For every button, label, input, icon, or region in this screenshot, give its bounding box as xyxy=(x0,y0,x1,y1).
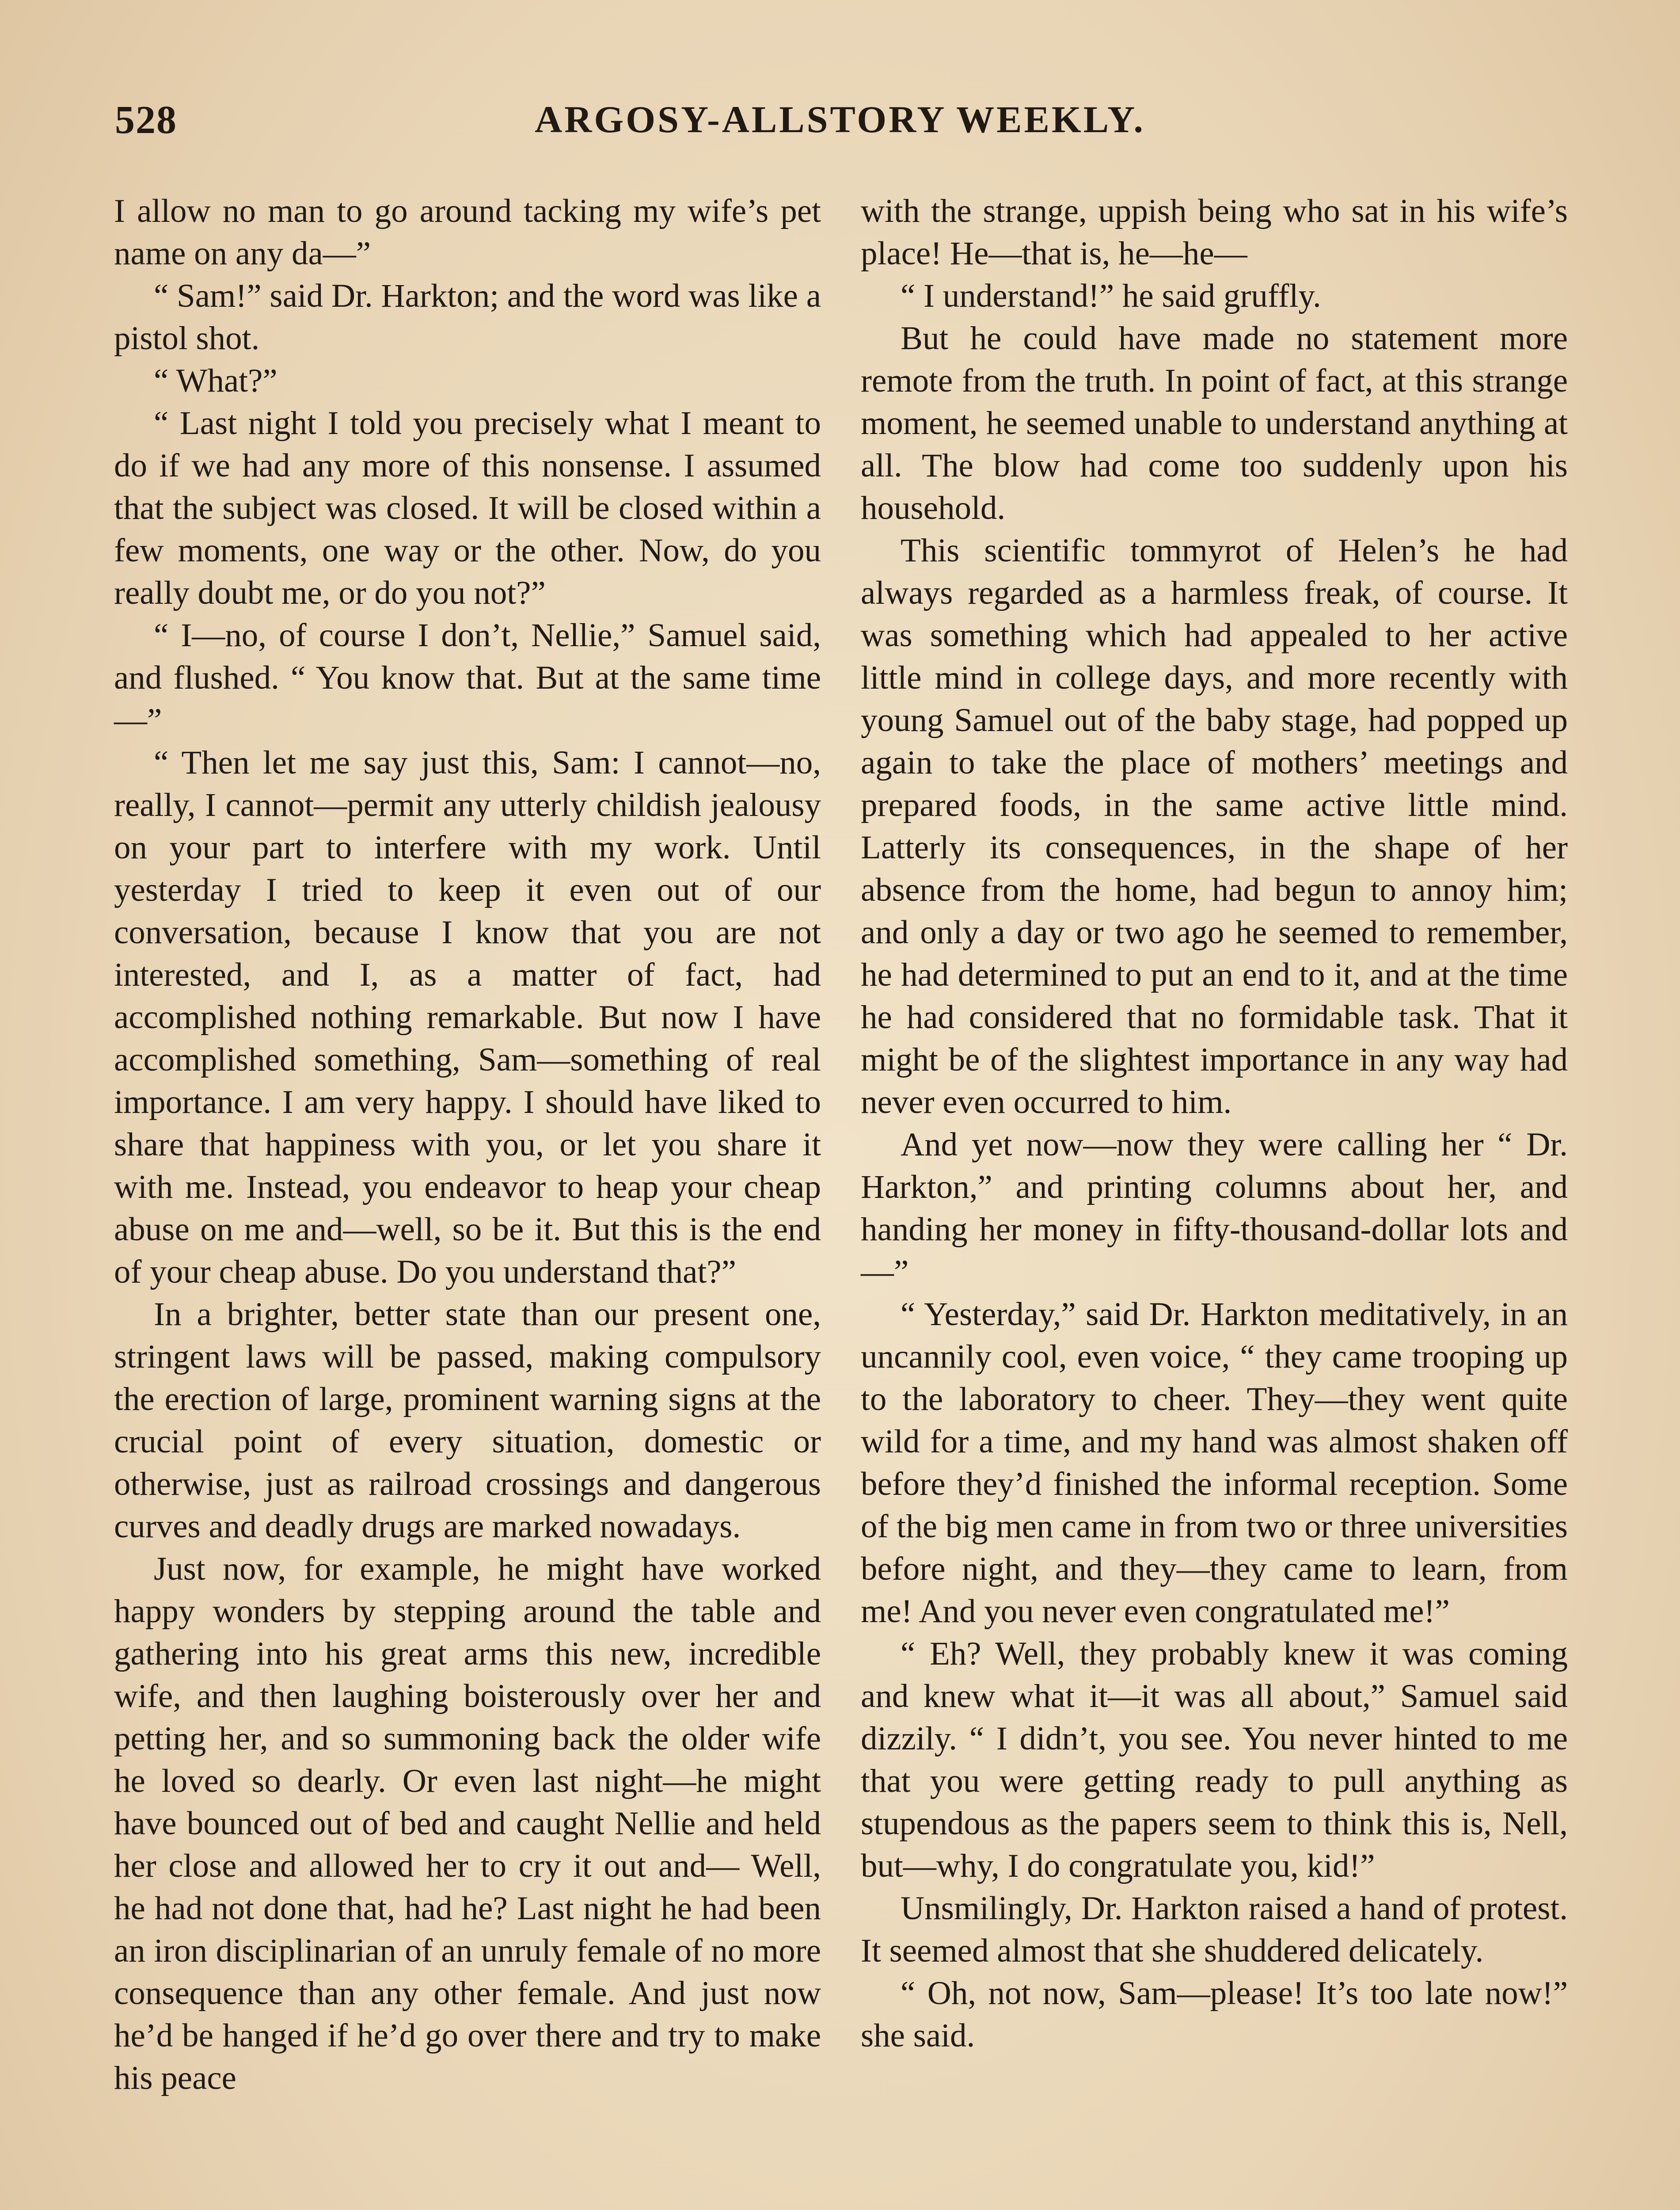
paragraph: “ Eh? Well, they probably knew it was coming and knew what it—it was all about,” Samuel said dizzily. “ I didn’t, you see. You never hinted to me that you were getting ready to pull anything as stupendous as the papers seem to think this is, Nell, but—why, I do congratulate you, kid!” xyxy=(861,1635,1568,1884)
paragraph: And yet now—now they were calling her “ Dr. Harkton,” and printing columns about her, and handing her money in fifty-thousand-dollar lots and—” xyxy=(861,1126,1568,1290)
paragraph: “ I—no, of course I don’t, Nellie,” Samuel said, and flushed. “ You know that. But at the same time—” xyxy=(114,617,821,739)
paragraph: “ Sam!” said Dr. Harkton; and the word was like a pistol shot. xyxy=(114,278,821,357)
page-number: 528 xyxy=(115,98,177,142)
running-title: ARGOSY-ALLSTORY WEEKLY. xyxy=(535,98,1145,141)
paragraph: This scientific tommyrot of Helen’s he had always regarded as a harmless freak, of course. It was something which had appealed to her active little mind in college days, and more recently with young Samuel out of the baby stage, had popped up again to take the place of mothers’ meetings and prepared foods, in the same active little mind. Latterly its consequences, in the shape of her absence from the home, had begun to annoy him; and only a day or two ago he seemed to remember, he had determined to put an end to it, and at the time he had considered that no formidable task. That it might be of the slightest importance in any way had never even occurred to him. xyxy=(861,532,1568,1120)
paragraph: “ Last night I told you precisely what I meant to do if we had any more of this nonsense. I assumed that the subject was closed. It will be closed within a few moments, one way or the other. Now, do you really doubt me, or do you not?” xyxy=(114,405,821,611)
text-columns xyxy=(114,190,1568,2100)
paragraph: “ Yesterday,” said Dr. Harkton meditatively, in an uncannily cool, even voice, “ they came trooping up to the laboratory to cheer. They—they went quite wild for a time, and my hand was almost shaken off before they’d finished the informal reception. Some of the big men came in from two or three universities before night, and they—they came to learn, from me! And you never even congratulated me!” xyxy=(861,1296,1568,1630)
right-column xyxy=(861,190,1568,2100)
paragraph: Just now, for example, he might have worked happy wonders by stepping around the table and gathering into his great arms this new, incredible wife, and then laughing boisterously over her and petting her, and so summoning back the older wife he loved so dearly. Or even last night—he might have bounced out of bed and caught Nellie and held her close and allowed her to cry it out and— Well, he had not done that, had he? Last night he had been an iron disciplinarian of an unruly female of no more consequence than any other female. And just now he’d be hanged if he’d go over there and try to make his peace xyxy=(114,1551,821,2096)
paragraph: with the strange, uppish being who sat in his wife’s place! He—that is, he—he— xyxy=(861,193,1568,272)
paragraph: I allow no man to go around tacking my wife’s pet name on any da—” xyxy=(114,193,821,272)
page-header xyxy=(110,88,1570,155)
paragraph: “ What?” xyxy=(154,362,277,399)
paragraph: Unsmilingly, Dr. Harkton raised a hand of protest. It seemed almost that she shuddered delicately. xyxy=(861,1890,1568,1969)
paragraph: But he could have made no statement more remote from the truth. In point of fact, at this strange moment, he seemed unable to understand anything at all. The blow had come too suddenly upon his household. xyxy=(861,320,1568,526)
paragraph: “ I understand!” he said gruffly. xyxy=(901,278,1321,314)
paragraph: “ Oh, not now, Sam—please! It’s too late now!” she said. xyxy=(861,1975,1568,2054)
paragraph: In a brighter, better state than our present one, stringent laws will be passed, making compulsory the erection of large, prominent warning signs at the crucial point of every situation, domestic or otherwise, just as railroad crossings and dangerous curves and deadly drugs are marked nowadays. xyxy=(114,1296,821,1545)
paragraph: “ Then let me say just this, Sam: I cannot—no, really, I cannot—permit any utterly childish jealousy on your part to interfere with my work. Until yesterday I tried to keep it even out of our conversation, because I know that you are not interested, and I, as a matter of fact, had accomplished nothing remarkable. But now I have accomplished something, Sam—something of real importance. I am very happy. I should have liked to share that happiness with you, or let you share it with me. Instead, you endeavor to heap your cheap abuse on me and—well, so be it. But this is the end of your cheap abuse. Do you understand that?” xyxy=(114,744,821,1290)
left-column xyxy=(114,190,821,2100)
